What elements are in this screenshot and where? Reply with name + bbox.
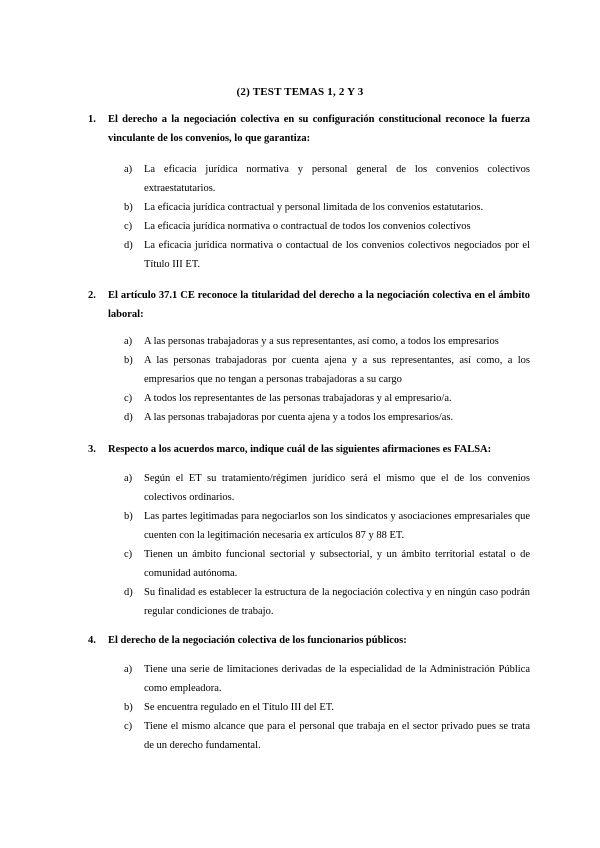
question-3-options: [124, 469, 530, 621]
option-letter: a): [124, 664, 133, 675]
option-text: Las partes legitimadas para negociarlos son los sindicatos y asociaciones empresariales que cuenten con la legitimación necesaria ex artículos 87 y 88 ET.: [144, 511, 530, 541]
option-letter: b): [124, 702, 133, 713]
option-letter: b): [124, 355, 133, 366]
question-text: El artículo 37.1 CE reconoce la titularidad del derecho a la negociación colectiva en el ámbito laboral:: [108, 290, 530, 320]
question-4-options: [124, 660, 530, 755]
question-number: 3.: [88, 444, 96, 455]
option-c: [124, 717, 530, 755]
option-b: [124, 698, 530, 717]
question-1-options: [124, 160, 530, 274]
question-text: Respecto a los acuerdos marco, indique cuál de las siguientes afirmaciones es FALSA:: [108, 444, 492, 455]
option-b: [124, 198, 530, 217]
question-2-options: [124, 332, 530, 427]
option-d: [124, 408, 530, 427]
option-a: [124, 160, 530, 198]
option-c: [124, 217, 530, 236]
page-title: (2) TEST TEMAS 1, 2 Y 3: [236, 86, 364, 98]
option-text: La eficacia jurídica contractual y personal limitada de los convenios estatutarios.: [144, 202, 484, 213]
option-letter: c): [124, 393, 133, 404]
option-text: Su finalidad es establecer la estructura de la negociación colectiva y en ningún caso podrán regular condiciones de trabajo.: [144, 587, 530, 617]
option-c: [124, 389, 530, 408]
option-text: Tiene el mismo alcance que para el personal que trabaja en el sector privado pues se trata de un derecho fundamental.: [144, 721, 530, 751]
option-text: A las personas trabajadoras por cuenta ajena y a todos los empresarios/as.: [144, 412, 454, 423]
question-1: [88, 110, 530, 148]
question-number: 1.: [88, 114, 96, 125]
option-text: Según el ET su tratamiento/régimen jurídico será el mismo que el de los convenios colectivos ordinarios.: [144, 473, 530, 503]
question-2: [88, 286, 530, 324]
option-text: La eficacia jurídica normativa y personal general de los convenios colectivos extraestatutarios.: [144, 164, 530, 194]
option-letter: a): [124, 473, 133, 484]
option-letter: d): [124, 412, 133, 423]
option-letter: b): [124, 202, 133, 213]
option-text: A todos los representantes de las personas trabajadoras y al empresario/a.: [144, 393, 452, 404]
option-text: A las personas trabajadoras y a sus representantes, así como, a todos los empresarios: [144, 336, 499, 347]
option-text: La eficacia jurídica normativa o contactual de los convenios colectivos negociados por el Título III ET.: [144, 240, 530, 270]
option-a: [124, 332, 530, 351]
option-text: Se encuentra regulado en el Título III del ET.: [144, 702, 334, 713]
question-3: [88, 440, 530, 459]
option-c: [124, 545, 530, 583]
question-text: El derecho a la negociación colectiva en su configuración constitucional reconoce la fuerza vinculante de los convenios, lo que garantiza:: [108, 114, 530, 144]
option-letter: d): [124, 240, 133, 251]
question-text: El derecho de la negociación colectiva de los funcionarios públicos:: [108, 635, 407, 646]
question-4: [88, 631, 530, 650]
option-text: Tiene una serie de limitaciones derivadas de la especialidad de la Administración Pública como empleadora.: [144, 664, 530, 694]
option-text: Tienen un ámbito funcional sectorial y subsectorial, y un ámbito territorial estatal o de comunidad autónoma.: [144, 549, 530, 579]
option-d: [124, 583, 530, 621]
option-letter: c): [124, 549, 133, 560]
option-letter: b): [124, 511, 133, 522]
option-b: [124, 507, 530, 545]
question-number: 2.: [88, 290, 96, 301]
option-letter: c): [124, 721, 133, 732]
option-b: [124, 351, 530, 389]
option-a: [124, 469, 530, 507]
option-text: La eficacia jurídica normativa o contractual de todos los convenios colectivos: [144, 221, 471, 232]
option-a: [124, 660, 530, 698]
option-text: A las personas trabajadoras por cuenta ajena y a sus representantes, así como, a los empresarios que no tengan a personas trabajadoras a su cargo: [144, 355, 530, 385]
option-letter: a): [124, 336, 133, 347]
question-number: 4.: [88, 635, 96, 646]
option-letter: c): [124, 221, 133, 232]
option-d: [124, 236, 530, 274]
option-letter: a): [124, 164, 133, 175]
option-letter: d): [124, 587, 133, 598]
